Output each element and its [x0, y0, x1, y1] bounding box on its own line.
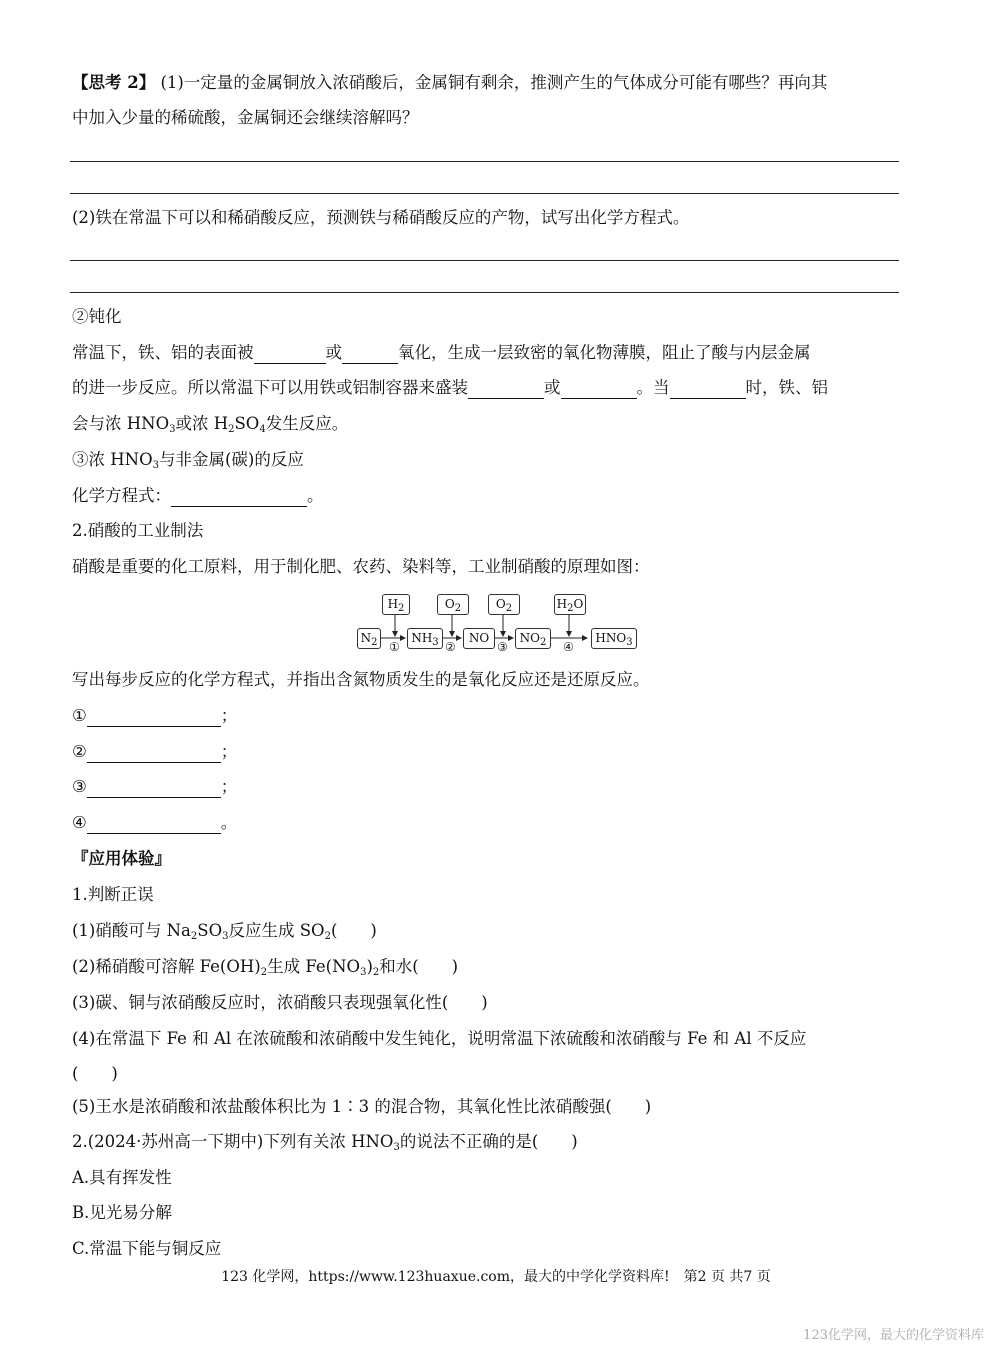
fill-blank[interactable] — [342, 345, 398, 364]
subscript: 2 — [454, 603, 462, 614]
industry-intro: 硝酸是重要的化工原料，用于制化肥、农药、染料等，工业制硝酸的原理如图： — [72, 557, 650, 576]
text: ； — [220, 777, 238, 796]
equation-item — [72, 741, 237, 763]
text: ② — [72, 742, 87, 761]
text: 或 — [325, 343, 342, 362]
judge-item-5: (5)王水是浓硝酸和浓盐酸体积比为 1∶3 的混合物，其氧化性比浓硝酸强( ) — [72, 1097, 652, 1116]
species-hno3-box — [591, 628, 637, 649]
subscript: 2 — [324, 931, 331, 942]
reagent-h2o-box — [554, 594, 586, 615]
judge-item-4-bracket: ( ) — [72, 1064, 118, 1083]
text: 的说法不正确的是( ) — [399, 1132, 578, 1151]
fill-blank[interactable] — [561, 380, 637, 399]
text: 与非金属(碳)的反应 — [158, 450, 304, 469]
judge-item-4: (4)在常温下 Fe 和 Al 在浓硫酸和浓硝酸中发生钝化，说明常温下浓硫酸和浓硝酸与 Fe 和 Al 不反应 — [72, 1029, 807, 1048]
text: 或 — [544, 378, 561, 397]
page-footer: 123 化学网，https://www.123huaxue.com，最大的中学化学资料库! 第2 页 共7 页 — [221, 1269, 771, 1285]
text: (1)硝酸可与 Na — [72, 921, 191, 940]
text: 发生反应。 — [265, 414, 349, 433]
text: NO — [468, 631, 490, 645]
text: H — [556, 597, 568, 611]
think2-q2: (2)铁在常温下可以和稀硝酸反应，预测铁与稀硝酸反应的产物，试写出化学方程式。 — [72, 208, 690, 227]
text: O — [573, 597, 584, 611]
passivation-line1 — [72, 342, 811, 364]
carbon-heading — [72, 449, 304, 471]
text: ④ — [72, 813, 87, 832]
text: NH — [411, 631, 433, 645]
fill-blank[interactable] — [171, 488, 307, 507]
answer-line — [70, 161, 899, 162]
question-2 — [72, 1131, 578, 1153]
text: HNO — [595, 631, 627, 645]
text: 反应生成 SO — [228, 921, 325, 940]
text: 。 — [307, 486, 324, 505]
subscript: 3 — [169, 424, 176, 435]
text: ③ — [72, 777, 87, 796]
text: ① — [72, 706, 87, 725]
subscript: 3 — [222, 931, 229, 942]
subscript: 2 — [228, 424, 235, 435]
species-no2-box — [515, 628, 551, 649]
subscript: 2 — [505, 603, 513, 614]
text: 的进一步反应。所以常温下可以用铁或铝制容器来盛装 — [72, 378, 468, 397]
equation-item — [72, 776, 237, 798]
subscript: 3 — [360, 967, 367, 978]
text: 生成 Fe(NO — [267, 957, 361, 976]
think2-label: 【思考 2】 — [72, 73, 156, 92]
fill-blank[interactable] — [254, 345, 326, 364]
text: 常温下，铁、铝的表面被 — [72, 343, 254, 362]
think2-q1-text: (1)一定量的金属铜放入浓硝酸后，金属铜有剩余，推测产生的气体成分可能有哪些？再向其 — [160, 73, 828, 92]
answer-line — [70, 292, 899, 293]
nitric-acid-process-diagram — [355, 592, 645, 656]
equation-item — [72, 705, 237, 727]
industry-task: 写出每步反应的化学方程式，并指出含氮物质发生的是氧化反应还是还原反应。 — [72, 670, 650, 689]
subscript: 2 — [260, 967, 268, 978]
subscript: 3 — [432, 637, 439, 648]
watermark: 123化学网，最大的化学资料库 — [803, 1328, 984, 1343]
text: 。当 — [636, 378, 670, 397]
option-c: C.常温下能与铜反应 — [72, 1239, 222, 1258]
fill-blank[interactable] — [87, 779, 221, 798]
step-number: ④ — [563, 640, 574, 654]
think2-line1 — [72, 72, 827, 94]
industry-heading: 2.硝酸的工业制法 — [72, 521, 204, 540]
text: 会与浓 HNO — [72, 414, 170, 433]
judge-item-1 — [72, 920, 377, 942]
subscript: 2 — [190, 931, 198, 942]
text: 或浓 H — [175, 414, 229, 433]
text: H — [387, 597, 399, 611]
species-n2-box — [357, 628, 381, 649]
option-a: A.具有挥发性 — [72, 1168, 172, 1187]
text: O — [444, 597, 455, 611]
text: (2)稀硝酸可溶解 Fe(OH) — [72, 957, 261, 976]
text: SO — [234, 414, 260, 433]
text: ③浓 HNO — [72, 450, 153, 469]
subscript: 2 — [371, 637, 378, 648]
text: N — [360, 631, 372, 645]
species-nh3-box — [407, 628, 443, 649]
text: ； — [220, 706, 238, 725]
step-number: ② — [445, 640, 456, 654]
text: ( ) — [330, 921, 377, 940]
fill-blank[interactable] — [468, 380, 544, 399]
text: ； — [220, 742, 238, 761]
reagent-h2-box — [382, 594, 410, 615]
option-b: B.见光易分解 — [72, 1203, 172, 1222]
fill-blank[interactable] — [87, 744, 221, 763]
text: 氧化，生成一层致密的氧化物薄膜，阻止了酸与内层金属 — [398, 343, 811, 362]
carbon-equation — [72, 485, 324, 507]
equation-item — [72, 812, 237, 834]
text: 和水( ) — [379, 957, 459, 976]
passivation-line3 — [72, 413, 348, 435]
text: 。 — [220, 813, 238, 832]
answer-line — [70, 193, 899, 194]
subscript: 2 — [539, 637, 547, 648]
text: 2.(2024·苏州高一下期中)下列有关浓 HNO — [72, 1132, 394, 1151]
subscript: 3 — [626, 637, 633, 648]
step-number: ① — [389, 640, 400, 654]
text: 化学方程式： — [72, 486, 171, 505]
apply-heading: 『应用体验』 — [72, 849, 171, 868]
fill-blank[interactable] — [87, 708, 221, 727]
text: 时，铁、铝 — [745, 378, 828, 397]
reagent-o2-box — [488, 594, 520, 615]
judge-item-3: (3)碳、铜与浓硝酸反应时，浓硝酸只表现强氧化性( ) — [72, 993, 488, 1012]
passivation-line2 — [72, 377, 828, 399]
answer-line — [70, 260, 899, 261]
subscript: 2 — [398, 603, 405, 614]
text: SO — [197, 921, 223, 940]
subscript: 2 — [567, 603, 574, 614]
judge-item-2 — [72, 956, 458, 978]
subscript: 3 — [152, 460, 159, 471]
species-no-box — [463, 628, 495, 649]
text: ) — [366, 957, 373, 976]
text: O — [495, 597, 506, 611]
subscript: 3 — [393, 1142, 400, 1153]
judge-title: 1.判断正误 — [72, 885, 154, 904]
subscript: 4 — [259, 424, 266, 435]
fill-blank[interactable] — [670, 380, 746, 399]
fill-blank[interactable] — [87, 815, 221, 834]
step-number: ③ — [497, 640, 508, 654]
passivation-heading: ②钝化 — [72, 307, 122, 326]
subscript: 2 — [372, 967, 380, 978]
text: NO — [519, 631, 540, 645]
think2-line2: 中加入少量的稀硫酸，金属铜还会继续溶解吗？ — [72, 108, 419, 127]
reagent-o2-box — [437, 594, 469, 615]
